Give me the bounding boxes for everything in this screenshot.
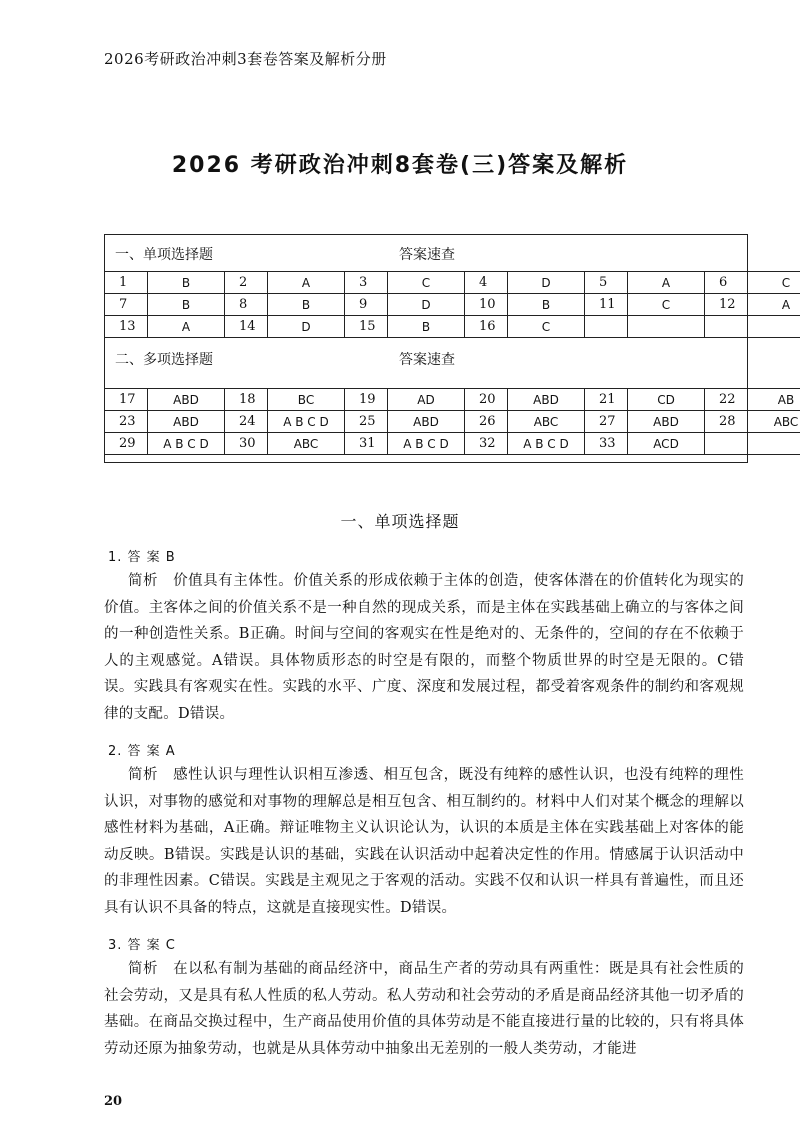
answer-cell: ABD	[628, 411, 705, 433]
question-number-cell: 14	[225, 316, 268, 338]
single-choice-label: 一、单项选择题	[115, 247, 213, 263]
question-number-cell	[585, 316, 628, 338]
question-number-cell: 20	[465, 389, 508, 411]
answer-cell: A B C D	[388, 433, 465, 455]
answer-key-box	[104, 234, 799, 463]
answer-cell: C	[508, 316, 585, 338]
answer-cell: ABD	[148, 389, 225, 411]
answer-cell: ABC	[748, 411, 800, 433]
question-number-cell: 5	[585, 272, 628, 294]
question-number-cell: 25	[345, 411, 388, 433]
question-number-cell: 31	[345, 433, 388, 455]
question-number-cell	[705, 316, 748, 338]
question-number-cell: 13	[105, 316, 148, 338]
answer-cell: B	[388, 316, 465, 338]
question-number-cell: 24	[225, 411, 268, 433]
question-1-label: 1. 答 案 B	[108, 550, 176, 565]
page-number: 20	[104, 1094, 123, 1109]
answer-cell: A B C D	[508, 433, 585, 455]
answer-cell: A	[628, 272, 705, 294]
question-number-cell: 26	[465, 411, 508, 433]
question-2-label: 2. 答 案 A	[108, 744, 176, 759]
answer-row	[105, 389, 800, 411]
answer-cell: ABD	[388, 411, 465, 433]
question-number-cell: 30	[225, 433, 268, 455]
question-number-cell: 17	[105, 389, 148, 411]
question-number-cell: 28	[705, 411, 748, 433]
question-number-cell: 7	[105, 294, 148, 316]
question-3-label: 3. 答 案 C	[108, 938, 176, 953]
single-choice-grid	[104, 271, 800, 338]
question-number-cell: 3	[345, 272, 388, 294]
running-header: 2026考研政治冲刺3套卷答案及解析分册	[104, 50, 387, 68]
answer-cell: D	[268, 316, 345, 338]
answer-cell: ABC	[508, 411, 585, 433]
question-number-cell: 12	[705, 294, 748, 316]
multi-choice-header	[105, 340, 747, 376]
question-number-cell: 9	[345, 294, 388, 316]
answer-cell: A B C D	[148, 433, 225, 455]
answer-cell: B	[508, 294, 585, 316]
answer-row	[105, 294, 800, 316]
document-title: 2026 考研政治冲刺8套卷(三)答案及解析	[171, 153, 629, 178]
answer-cell: A	[748, 294, 800, 316]
question-number-cell: 23	[105, 411, 148, 433]
question-3-analysis: 简析 在以私有制为基础的商品经济中，商品生产者的劳动具有两重性：既是具有社会性质的社会劳动，又是具有私人性质的私人劳动。私人劳动和社会劳动的矛盾是商品经济其他一切矛盾的基础。在商品交换过程中，生产商品使用价值的具体劳动是不能直接进行量的比较的，只有将具体劳动还原为抽象劳动，也就是从具体劳动中抽象出无差别的一般人类劳动，才能进	[104, 961, 744, 1057]
answer-row	[105, 272, 800, 294]
question-1-analysis: 简析 价值具有主体性。价值关系的形成依赖于主体的创造，使客体潜在的价值转化为现实的价值。主客体之间的价值关系不是一种自然的现成关系，而是主体在实践基础上确立的与客体之间的一种创造性关系。B正确。时间与空间的客观实在性是绝对的、无条件的，空间的存在不依赖于人的主观感觉。A错误。具体物质形态的时空是有限的，而整个物质世界的时空是无限的。C错误。实践具有客观实在性。实践的水平、广度、深度和发展过程，都受着客观条件的制约和客观规律的支配。D错误。	[104, 573, 744, 722]
question-number-cell: 32	[465, 433, 508, 455]
question-number-cell: 10	[465, 294, 508, 316]
answer-cell: ABC	[268, 433, 345, 455]
question-number-cell	[705, 433, 748, 455]
answer-cell: ACD	[628, 433, 705, 455]
answer-cell: C	[388, 272, 465, 294]
question-2-analysis: 简析 感性认识与理性认识相互渗透、相互包含，既没有纯粹的感性认识，也没有纯粹的理性认识，对事物的感觉和对事物的理解总是相互包含、相互制约的。材料中人们对某个概念的理解以感性材料为基础，A正确。辩证唯物主义认识论认为，认识的本质是主体在实践基础上对客体的能动反映。B错误。实践是认识的基础，实践在认识活动中起着决定性的作用。情感属于认识活动中的非理性因素。C错误。实践是主观见之于客观的活动。实践不仅和认识一样具有普遍性，而且还具有认识不具备的特点，这就是直接现实性。D错误。	[104, 767, 744, 916]
answer-cell: AB	[748, 389, 800, 411]
answer-cell: D	[388, 294, 465, 316]
question-number-cell: 8	[225, 294, 268, 316]
answer-cell	[628, 316, 705, 338]
question-number-cell: 22	[705, 389, 748, 411]
answer-cell: CD	[628, 389, 705, 411]
single-choice-header	[105, 235, 747, 271]
question-number-cell: 6	[705, 272, 748, 294]
question-number-cell: 4	[465, 272, 508, 294]
answer-cell: A B C D	[268, 411, 345, 433]
answer-row	[105, 433, 800, 455]
answer-cell: A	[148, 316, 225, 338]
question-number-cell: 29	[105, 433, 148, 455]
answer-cell: D	[508, 272, 585, 294]
question-number-cell: 11	[585, 294, 628, 316]
answer-cell: A	[268, 272, 345, 294]
answer-cell: AD	[388, 389, 465, 411]
question-number-cell: 16	[465, 316, 508, 338]
question-number-cell: 18	[225, 389, 268, 411]
answer-row	[105, 411, 800, 433]
answer-cell: C	[748, 272, 800, 294]
answer-row	[105, 316, 800, 338]
question-number-cell: 1	[105, 272, 148, 294]
question-number-cell: 33	[585, 433, 628, 455]
answer-cell: ABD	[508, 389, 585, 411]
question-number-cell: 21	[585, 389, 628, 411]
answer-cell: BC	[268, 389, 345, 411]
question-number-cell: 19	[345, 389, 388, 411]
answer-cell	[748, 316, 800, 338]
answer-cell: B	[148, 294, 225, 316]
answer-cell: ABD	[148, 411, 225, 433]
multi-choice-label: 二、多项选择题	[115, 352, 213, 368]
multi-choice-grid	[104, 388, 800, 455]
answer-cell	[748, 433, 800, 455]
answer-cell: B	[268, 294, 345, 316]
answer-cell: B	[148, 272, 225, 294]
single-choice-sublabel: 答案速查	[399, 247, 455, 263]
question-number-cell: 2	[225, 272, 268, 294]
section-heading: 一、单项选择题	[340, 512, 460, 531]
multi-choice-sublabel: 答案速查	[399, 352, 455, 368]
question-number-cell: 15	[345, 316, 388, 338]
answer-cell: C	[628, 294, 705, 316]
question-number-cell: 27	[585, 411, 628, 433]
